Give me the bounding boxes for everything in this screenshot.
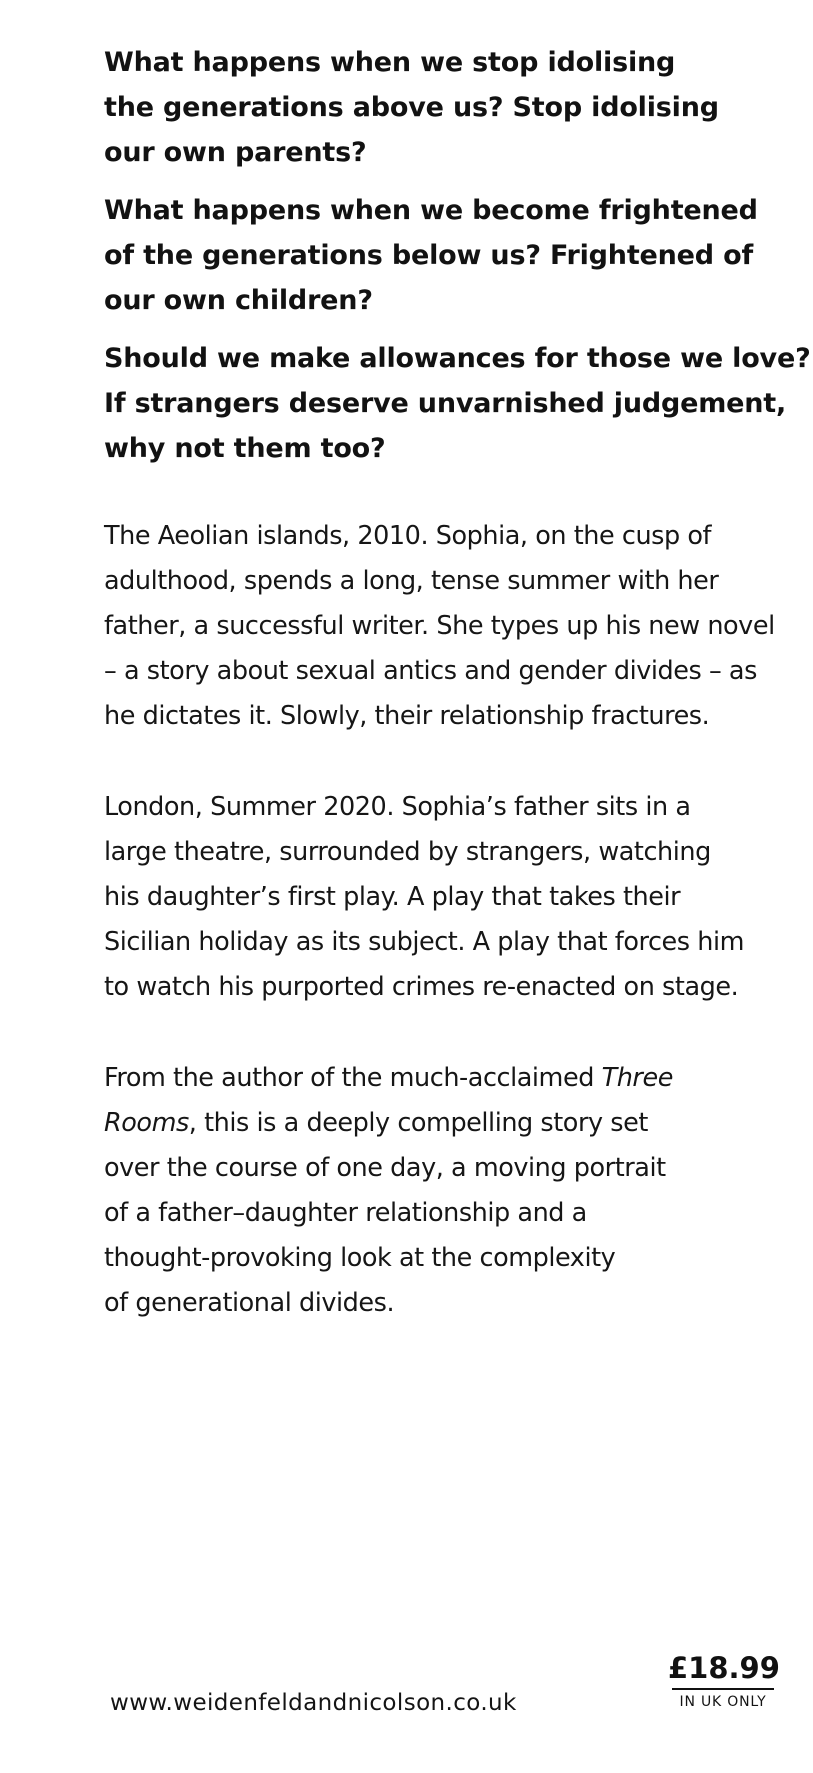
price-territory: IN UK ONLY xyxy=(679,1694,767,1710)
question-2-line-2: of the generations below us? Frightened of xyxy=(104,240,753,271)
question-3-line-1: Should we make allowances for those we love? xyxy=(104,343,811,374)
blurb-3-line-1-text: From the author of the much-acclaimed xyxy=(104,1063,602,1093)
book-title-rooms: Rooms xyxy=(104,1108,189,1138)
price-divider xyxy=(672,1688,774,1690)
question-paragraph-3 xyxy=(104,336,811,471)
price: £18.99 xyxy=(668,1651,780,1685)
blurb-3-line-1 xyxy=(104,1056,804,1101)
blurb-3-line-4: of a father–daughter relationship and a xyxy=(104,1198,587,1228)
question-3-line-3: why not them too? xyxy=(104,433,386,464)
question-paragraph-2 xyxy=(104,188,784,323)
book-title-three: Three xyxy=(601,1063,673,1093)
blurb-2-line-5: to watch his purported crimes re-enacted on stage. xyxy=(104,972,739,1002)
blurb-1-line-3: father, a successful writer. She types up his new novel xyxy=(104,611,775,641)
blurb-1-line-4: – a story about sexual antics and gender divides – as xyxy=(104,656,757,686)
question-1-line-3: our own parents? xyxy=(104,137,367,168)
blurb-2-line-2: large theatre, surrounded by strangers, watching xyxy=(104,837,711,867)
blurb-3-line-5: thought-provoking look at the complexity xyxy=(104,1243,616,1273)
blurb-paragraph-london xyxy=(104,785,804,1010)
price-block xyxy=(668,1650,778,1711)
blurb-1-line-5: he dictates it. Slowly, their relationship fractures. xyxy=(104,701,710,731)
question-3-line-2: If strangers deserve unvarnished judgement, xyxy=(104,388,787,419)
question-1-line-1: What happens when we stop idolising xyxy=(104,47,676,78)
question-2-line-1: What happens when we become frightened xyxy=(104,195,758,226)
blurb-2-line-1: London, Summer 2020. Sophia’s father sits in a xyxy=(104,792,691,822)
question-section xyxy=(104,40,811,484)
blurb-3-line-2 xyxy=(104,1101,804,1146)
blurb-2-line-4: Sicilian holiday as its subject. A play that forces him xyxy=(104,927,744,957)
blurb-3-line-2-text: , this is a deeply compelling story set xyxy=(188,1108,648,1138)
blurb-paragraph-aeolian xyxy=(104,514,804,739)
question-2-line-3: our own children? xyxy=(104,285,373,316)
blurb-1-line-2: adulthood, spends a long, tense summer with her xyxy=(104,566,719,596)
blurb-1-line-1: The Aeolian islands, 2010. Sophia, on the cusp of xyxy=(104,521,712,551)
blurb-paragraph-author xyxy=(104,1056,804,1326)
publisher-website: www.weidenfeldandnicolson.co.uk xyxy=(110,1690,517,1716)
blurb-2-line-3: his daughter’s first play. A play that takes their xyxy=(104,882,681,912)
question-paragraph-1 xyxy=(104,40,784,175)
question-1-line-2: the generations above us? Stop idolising xyxy=(104,92,719,123)
blurb-3-line-3: over the course of one day, a moving portrait xyxy=(104,1153,666,1183)
blurb-3-line-6: of generational divides. xyxy=(104,1288,395,1318)
